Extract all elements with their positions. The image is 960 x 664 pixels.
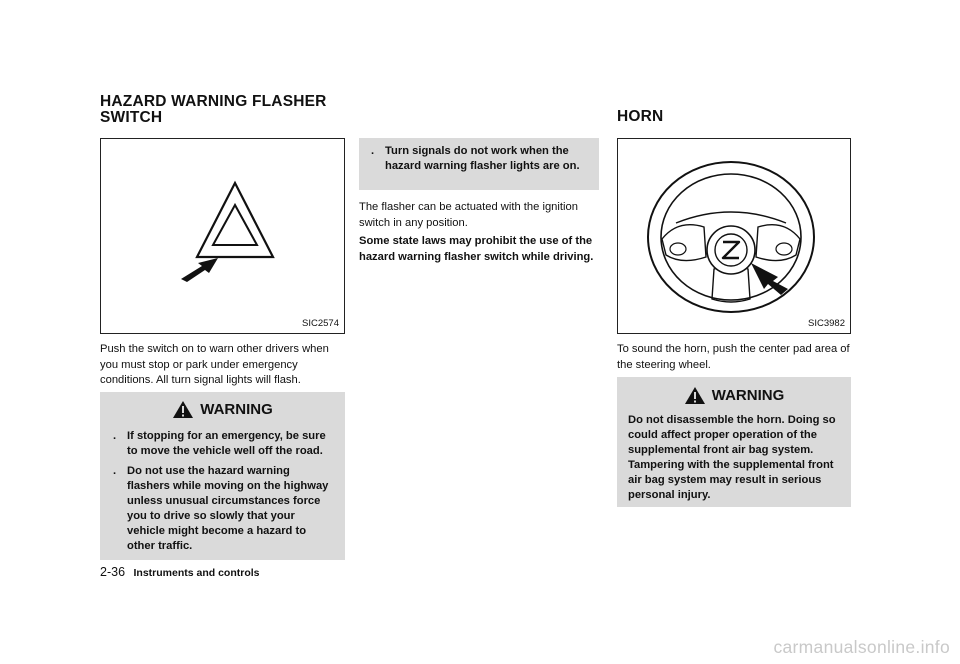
state-laws-notice: Some state laws may prohibit the use of the hazard warning flasher switch while driving. [359,235,594,263]
warning-title: WARNING [200,401,273,418]
bullet: . [113,465,117,477]
warning-item-text: Turn signals do not work when the hazard warning flasher lights are on. [385,145,580,172]
watermark: carmanualsonline.info [773,637,950,657]
page-footer [100,563,260,581]
bullet: . [371,145,375,157]
flasher-actuation-text: The flasher can be actuated with the ignition switch in any position. [359,201,578,229]
bullet: . [113,430,117,442]
warning-item-text: Do not use the hazard warning flashers while moving on the highway unless unusual circumstances force you to drive so slowly that your vehicle might become a hazard to other traffic. [127,465,329,552]
page-number: 2-36 [100,565,126,579]
press-arrow-icon [181,258,218,282]
horn-warning-text: Do not disassemble the horn. Doing so could affect proper operation of the supplemental front air bag system. Tampering with the supplemental front air bag system may result in serious personal injury. [628,414,836,501]
figure-code: SIC2574 [302,318,339,329]
horn-warning-box [617,377,851,507]
horn-section-heading: HORN [617,108,664,125]
warning-list-item [113,429,335,459]
steering-wheel-illustration [618,139,850,333]
section-name: Instruments and controls [133,567,260,579]
warning-header [617,386,851,405]
warning-header [100,400,345,419]
hazard-warning-box [100,392,345,560]
horn-description: To sound the horn, push the center pad area of the steering wheel. [617,343,850,371]
warning-list-item [113,464,335,554]
warning-title: WARNING [711,387,785,404]
warning-item-text: If stopping for an emergency, be sure to move the vehicle well off the road. [127,430,326,457]
figure-code: SIC3982 [808,318,845,329]
hazard-switch-figure [100,138,345,334]
warning-triangle-icon [684,386,706,405]
hazard-section-heading: HAZARD WARNING FLASHER SWITCH [100,93,327,126]
horn-figure [617,138,851,334]
warning-list-item [371,144,589,174]
warning-triangle-icon [172,400,194,419]
hazard-description: Push the switch on to warn other drivers when you must stop or park under emergency conditions. All turn signal lights will flash. [100,343,329,387]
hazard-switch-illustration [101,139,344,333]
turn-signal-warning-box [359,138,599,190]
